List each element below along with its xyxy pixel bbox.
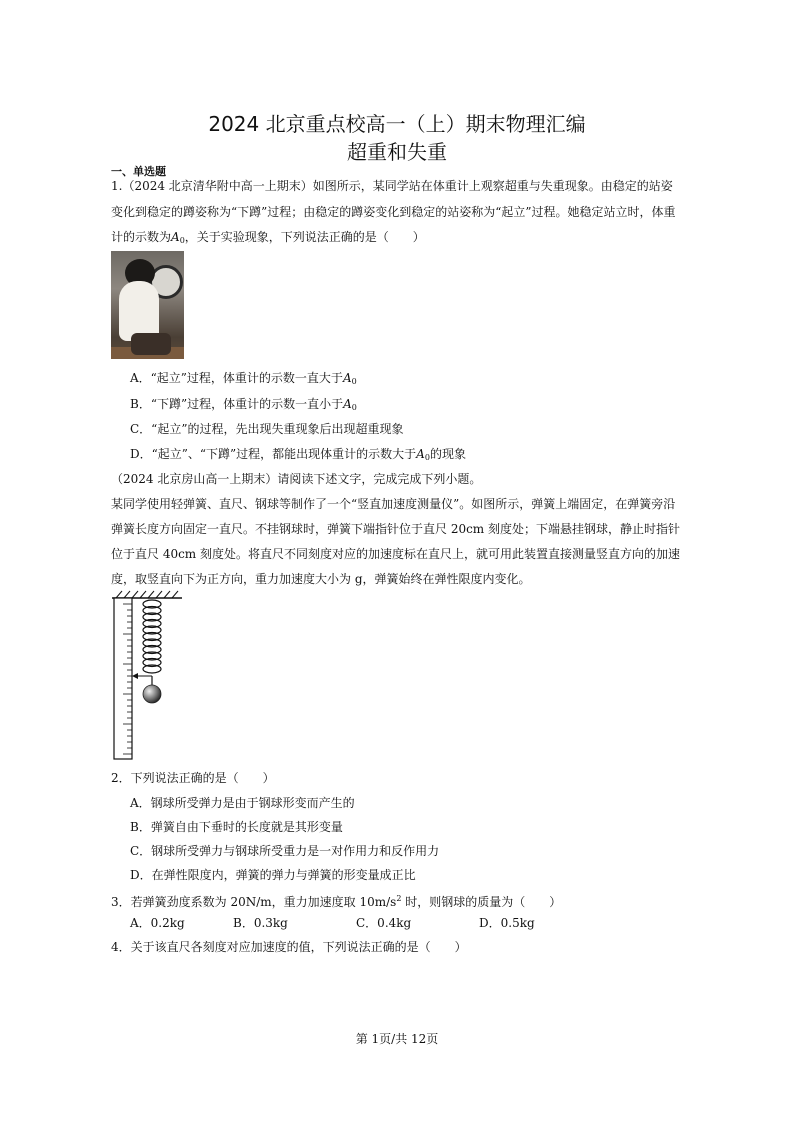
page-subtitle: 超重和失重 xyxy=(347,140,447,164)
q3-option-a: A．0.2kg xyxy=(130,916,185,930)
q2-stem: 2．下列说法正确的是（ ） xyxy=(111,771,275,785)
q2-option-a: A．钢球所受弹力是由于钢球形变而产生的 xyxy=(130,796,355,810)
q1-line1: 1.（2024 北京清华附中高一上期末）如图所示，某同学站在体重计上观察超重与失重现象。由稳定的站姿 xyxy=(111,179,673,193)
section-heading: 一、单选题 xyxy=(111,165,166,178)
symbol-a: A xyxy=(171,230,180,244)
page-title: 2024 北京重点校高一（上）期末物理汇编 xyxy=(208,112,586,136)
q1-line2: 变化到稳定的蹲姿称为“下蹲”过程；由稳定的蹲姿变化到稳定的站姿称为“起立”过程。她稳定站立时，体重 xyxy=(111,205,676,219)
passage-line1: 某同学使用轻弹簧、直尺、钢球等制作了一个“竖直加速度测量仪”。如图所示，弹簧上端固定，在弹簧旁沿 xyxy=(111,497,676,511)
passage-intro: （2024 北京房山高一上期末）请阅读下述文字，完成完成下列小题。 xyxy=(111,472,482,486)
q1-line3: 计的示数为$A_0$，关于实验现象，下列说法正确的是（ ） xyxy=(111,230,425,245)
passage-line3: 位于直尺 40cm 刻度处。将直尺不同刻度对应的加速度标在直尺上，就可用此装置直接测量竖直方向的加速 xyxy=(111,547,681,561)
spring-ruler-figure xyxy=(112,590,184,762)
q1-option-c: C．“起立”的过程，先出现失重现象后出现超重现象 xyxy=(130,422,404,436)
passage-line2: 弹簧长度方向固定一直尺。不挂钢球时，弹簧下端指针位于直尺 20cm 刻度处；下端悬挂钢球，静止时指针 xyxy=(111,522,681,536)
q1-option-d: D．“起立”、“下蹲”过程，都能出现体重计的示数大于$A_0$的现象 xyxy=(130,447,466,462)
q2-option-d: D．在弹性限度内，弹簧的弹力与弹簧的形变量成正比 xyxy=(130,868,416,882)
page-footer: 第 1页/共 12页 xyxy=(355,1032,439,1046)
passage-line4: 度，取竖直向下为正方向，重力加速度大小为 g，弹簧始终在弹性限度内变化。 xyxy=(111,572,531,586)
q1-option-a: A．“起立”过程，体重计的示数一直大于$A_0$ xyxy=(130,371,357,386)
q3-option-d: D．0.5kg xyxy=(479,916,535,930)
q3-option-b: B．0.3kg xyxy=(233,916,288,930)
q3-option-c: C．0.4kg xyxy=(356,916,412,930)
q3-stem: 3．若弹簧劲度系数为 20N/m，重力加速度取 $10m/s^2$ 时，则钢球的质量为（ ） xyxy=(111,894,562,909)
q1-option-b: B．“下蹲”过程，体重计的示数一直小于$A_0$ xyxy=(130,397,357,412)
q4-stem: 4．关于该直尺各刻度对应加速度的值，下列说法正确的是（ ） xyxy=(111,940,467,954)
q2-option-b: B．弹簧自由下垂时的长度就是其形变量 xyxy=(130,820,343,834)
q2-option-c: C．钢球所受弹力与钢球所受重力是一对作用力和反作用力 xyxy=(130,844,440,858)
scale-photo xyxy=(111,251,184,359)
